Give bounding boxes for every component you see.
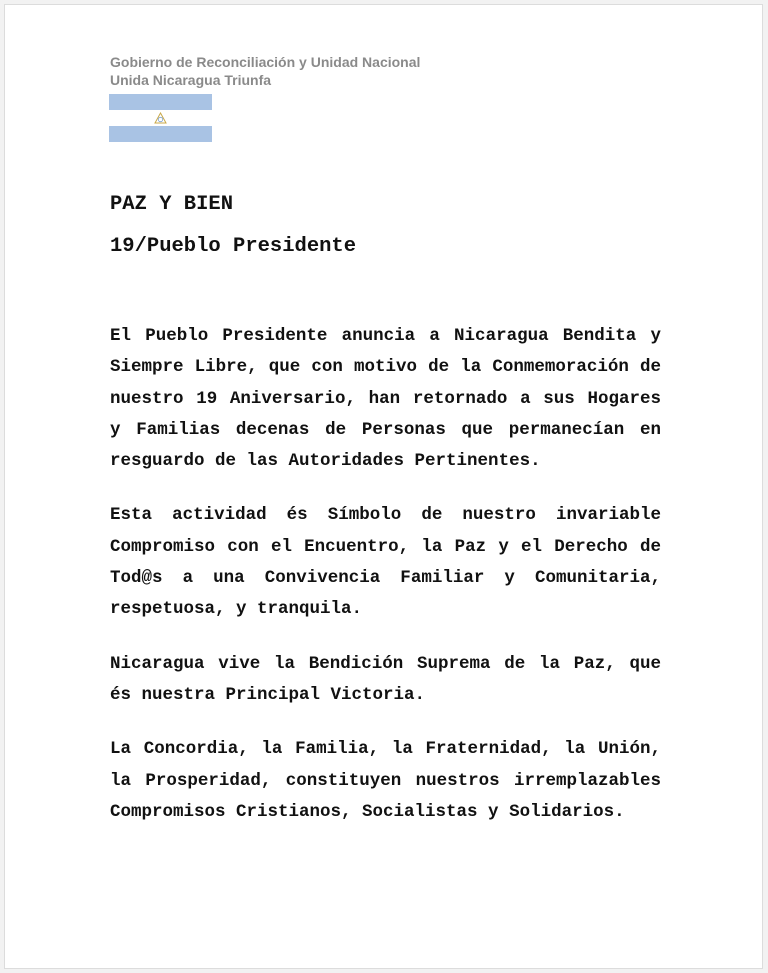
document-body bbox=[110, 321, 661, 851]
document-page bbox=[4, 4, 763, 969]
title-greeting: PAZ Y BIEN bbox=[110, 193, 234, 216]
paragraph-announcement: El Pueblo Presidente anuncia a Nicaragua Bendita y Siempre Libre, que con motivo de la Conmemoración de nuestro 19 Aniversario, han retornado a sus Hogares y Familias decenas de Personas que permanecían en resguardo de las Autoridades Pertinentes. bbox=[110, 326, 661, 472]
paragraph-values: La Concordia, la Familia, la Fraternidad, la Unión, la Prosperidad, constituyen nuestros irremplazables Compromisos Cristianos, Socialistas y Solidarios. bbox=[110, 739, 661, 822]
letterhead-government-name: Gobierno de Reconciliación y Unidad Nacional bbox=[110, 54, 421, 70]
document-title bbox=[110, 191, 356, 261]
title-author: 19/Pueblo Presidente bbox=[110, 235, 357, 258]
nicaragua-flag-icon bbox=[109, 94, 212, 142]
flag-stripe-middle bbox=[109, 110, 212, 126]
paragraph-commitment: Esta actividad és Símbolo de nuestro invariable Compromiso con el Encuentro, la Paz y el Derecho de Tod@s a una Convivencia Familiar y Comunitaria, respetuosa, y tranquila. bbox=[110, 505, 661, 620]
flag-stripe-top bbox=[109, 94, 212, 110]
letterhead-slogan: Unida Nicaragua Triunfa bbox=[110, 72, 272, 88]
flag-stripe-bottom bbox=[109, 126, 212, 142]
letterhead bbox=[110, 53, 420, 89]
flag-emblem-icon bbox=[154, 112, 167, 124]
paragraph-peace: Nicaragua vive la Bendición Suprema de la Paz, que és nuestra Principal Victoria. bbox=[110, 653, 661, 705]
